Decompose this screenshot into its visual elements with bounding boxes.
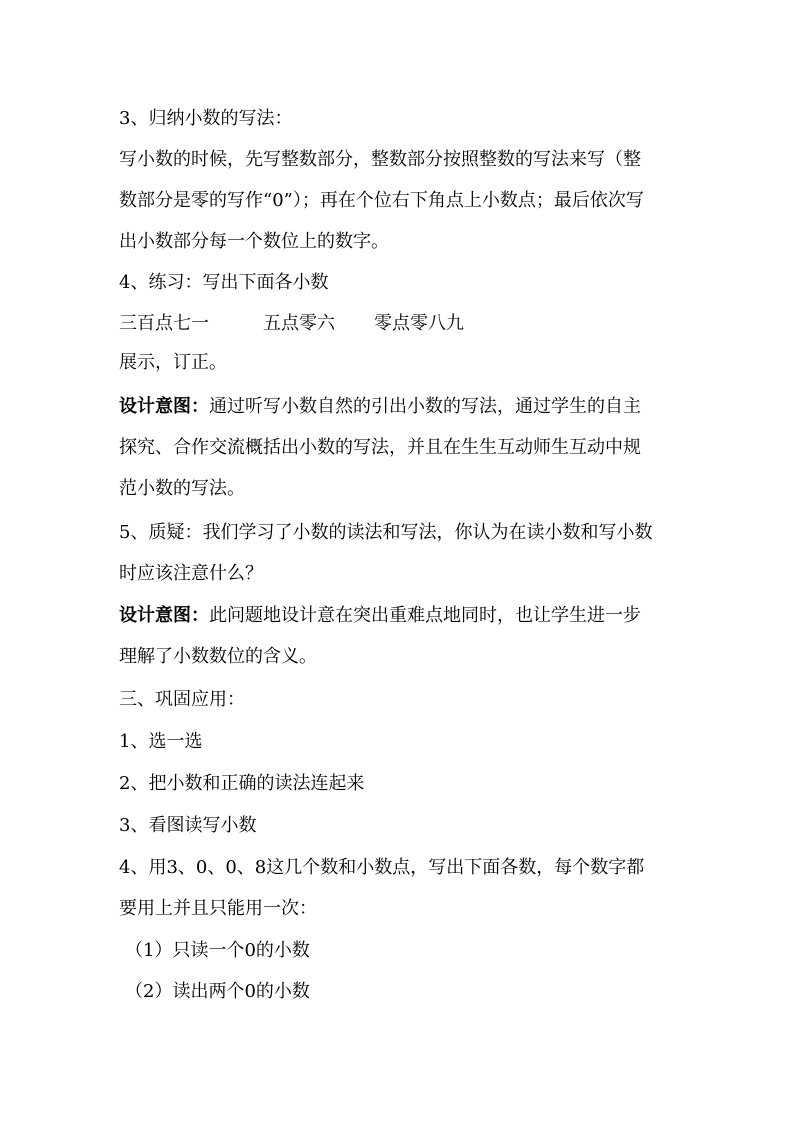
list-item: 1、选一选 — [119, 731, 203, 752]
sub-item: （1）只读一个0的小数 — [125, 940, 310, 961]
paragraph-line: 理解了小数数位的含义。 — [119, 646, 317, 667]
section-heading: 三、巩固应用： — [119, 689, 245, 710]
paragraph-line: 写小数的时候，先写整数部分，整数部分按照整数的写法来写（整 — [119, 149, 641, 170]
paragraph-line: 数部分是零的写作“0”）；再在个位右下角点上小数点；最后依次写 — [119, 190, 644, 211]
list-item: 3、看图读写小数 — [119, 815, 257, 836]
design-intent-text: 此问题地设计意在突出重难点地同时，也让学生进一步 — [209, 605, 641, 626]
design-intent-text: 通过听写小数自然的引出小数的写法，通过学生的自主 — [209, 396, 641, 417]
paragraph-line: 探究、合作交流概括出小数的写法，并且在生生互动师生互动中规 — [119, 437, 641, 458]
list-item: 4、用3、0、0、8这几个数和小数点，写出下面各数，每个数字都 — [119, 857, 645, 878]
paragraph-line: 出小数部分每一个数位上的数字。 — [119, 231, 389, 252]
exercise-words — [119, 313, 689, 335]
design-intent-label: 设计意图： — [119, 396, 209, 417]
paragraph-line: 要用上并且只能用一次： — [119, 898, 317, 919]
question-line: 5、质疑：我们学习了小数的读法和写法，你认为在读小数和写小数 — [119, 522, 653, 543]
sub-item: （2）读出两个0的小数 — [125, 981, 310, 1002]
paragraph-line: 展示，订正。 — [119, 352, 227, 373]
heading-writing-decimals: 3、归纳小数的写法： — [119, 108, 293, 129]
design-intent-line — [119, 396, 689, 418]
exercise-heading: 4、练习：写出下面各小数 — [119, 272, 329, 293]
paragraph-line: 时应该注意什么？ — [119, 563, 263, 584]
design-intent-line — [119, 605, 689, 627]
exercise-word: 五点零六 — [263, 313, 335, 334]
exercise-word: 零点零八九 — [374, 313, 464, 334]
paragraph-line: 范小数的写法。 — [119, 478, 245, 499]
exercise-word: 三百点七一 — [119, 313, 209, 334]
design-intent-label: 设计意图： — [119, 605, 209, 626]
list-item: 2、把小数和正确的读法连起来 — [119, 773, 365, 794]
